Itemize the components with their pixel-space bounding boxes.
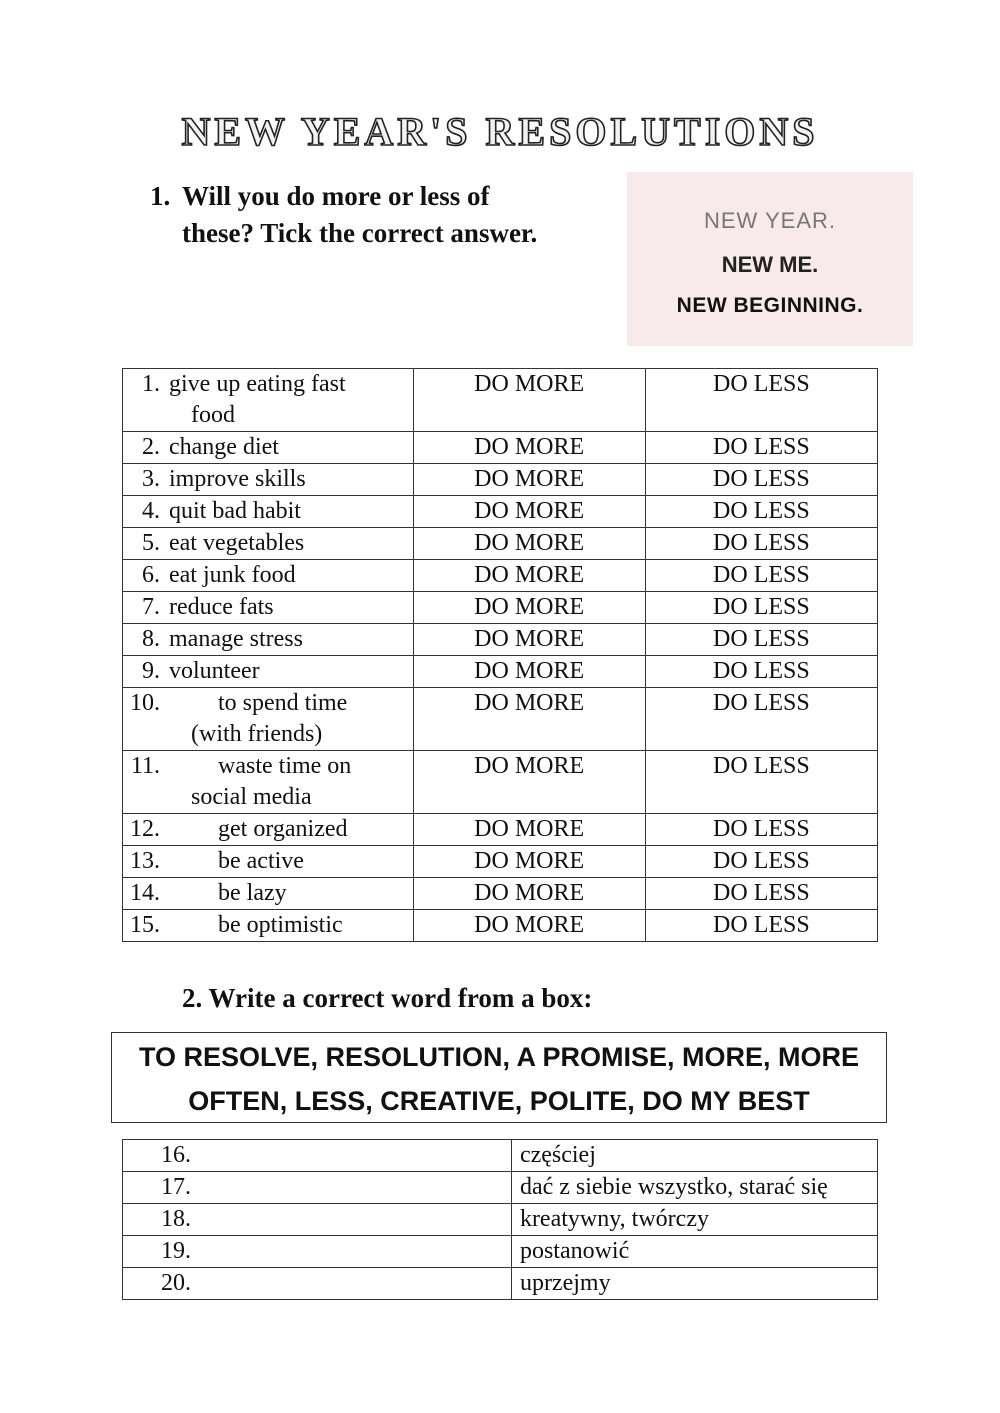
item-number: 3. <box>142 466 160 492</box>
do-more-option[interactable]: DO MORE <box>413 432 645 464</box>
do-less-option[interactable]: DO LESS <box>645 624 877 656</box>
polish-word-cell: uprzejmy <box>511 1268 877 1300</box>
do-less-option[interactable]: DO LESS <box>645 464 877 496</box>
item-number: 13. <box>130 848 160 874</box>
answer-cell[interactable]: 20. <box>123 1268 512 1300</box>
do-less-option[interactable]: DO LESS <box>645 560 877 592</box>
table-row <box>123 464 878 496</box>
item-number: 14. <box>130 880 160 906</box>
activity-cell <box>123 592 414 624</box>
do-more-option[interactable]: DO MORE <box>413 910 645 942</box>
table-row <box>123 910 878 942</box>
activity-text: quit bad habit <box>169 498 301 524</box>
new-year-image <box>627 172 913 346</box>
exercise-2-heading: 2. Write a correct word from a box: <box>182 983 593 1013</box>
word-box-line2: OFTEN, LESS, CREATIVE, POLITE, DO MY BEST <box>188 1086 810 1116</box>
activity-cell <box>123 656 414 688</box>
activity-text: give up eating fast <box>169 371 346 397</box>
item-number: 5. <box>142 530 160 556</box>
activity-cell <box>123 624 414 656</box>
do-less-option[interactable]: DO LESS <box>645 814 877 846</box>
do-less-option[interactable]: DO LESS <box>645 592 877 624</box>
polish-word-cell: postanowić <box>511 1236 877 1268</box>
do-less-option[interactable]: DO LESS <box>645 910 877 942</box>
table-row <box>123 1172 878 1204</box>
activity-cell <box>123 814 414 846</box>
promo-line-1: NEW YEAR. <box>703 208 837 233</box>
item-number: 6. <box>142 562 160 588</box>
activity-text: eat junk food <box>169 562 296 588</box>
do-more-option[interactable]: DO MORE <box>413 814 645 846</box>
table-row <box>123 592 878 624</box>
activity-cell <box>123 369 414 432</box>
do-more-option[interactable]: DO MORE <box>413 878 645 910</box>
answer-cell[interactable]: 19. <box>123 1236 512 1268</box>
activity-text: manage stress <box>169 626 303 652</box>
activity-cell <box>123 688 414 751</box>
do-less-option[interactable]: DO LESS <box>645 528 877 560</box>
do-more-option[interactable]: DO MORE <box>413 846 645 878</box>
answer-cell[interactable]: 18. <box>123 1204 512 1236</box>
item-number: 4. <box>142 498 160 524</box>
item-number: 9. <box>142 658 160 684</box>
activity-cell <box>123 560 414 592</box>
item-number: 15. <box>130 912 160 938</box>
do-more-option[interactable]: DO MORE <box>413 688 645 751</box>
table-row <box>123 1204 878 1236</box>
item-number: 12. <box>130 816 160 842</box>
item-number: 7. <box>142 594 160 620</box>
activity-text: reduce fats <box>169 594 274 620</box>
do-more-option[interactable]: DO MORE <box>413 464 645 496</box>
do-more-option[interactable]: DO MORE <box>413 528 645 560</box>
activity-cell <box>123 432 414 464</box>
activity-text-continued: social media <box>191 784 312 810</box>
table-row <box>123 528 878 560</box>
answer-cell[interactable]: 17. <box>123 1172 512 1204</box>
item-number: 2. <box>142 434 160 460</box>
activity-cell <box>123 464 414 496</box>
polish-word-cell: częściej <box>511 1140 877 1172</box>
table-row <box>123 814 878 846</box>
polish-word-cell: kreatywny, twórczy <box>511 1204 877 1236</box>
table-row <box>123 432 878 464</box>
polish-word-cell: dać z siebie wszystko, starać się <box>511 1172 877 1204</box>
table-row <box>123 751 878 814</box>
do-less-option[interactable]: DO LESS <box>645 656 877 688</box>
answer-cell[interactable]: 16. <box>123 1140 512 1172</box>
do-less-option[interactable]: DO LESS <box>645 846 877 878</box>
table-row <box>123 688 878 751</box>
table-row <box>123 1140 878 1172</box>
promo-line-3: NEW BEGINNING. <box>676 294 864 317</box>
item-number: 11. <box>130 753 160 779</box>
table-row <box>123 560 878 592</box>
activity-text: eat vegetables <box>169 530 305 556</box>
activity-text-continued: food <box>191 402 235 428</box>
activity-cell <box>123 878 414 910</box>
activity-text: volunteer <box>169 658 260 684</box>
activity-cell <box>123 496 414 528</box>
do-more-option[interactable]: DO MORE <box>413 592 645 624</box>
promo-line-2: NEW ME. <box>721 252 819 277</box>
activity-cell <box>123 528 414 560</box>
activity-text: change diet <box>169 434 279 460</box>
activity-cell <box>123 846 414 878</box>
word-box <box>111 1032 887 1123</box>
activity-cell <box>123 910 414 942</box>
exercise-1-number: 1. <box>150 181 171 211</box>
activity-text: get organized <box>218 816 348 842</box>
activity-text-continued: (with friends) <box>191 721 323 747</box>
activity-text: be active <box>218 848 304 874</box>
do-less-option[interactable]: DO LESS <box>645 688 877 751</box>
table-row <box>123 624 878 656</box>
do-less-option[interactable]: DO LESS <box>645 751 877 814</box>
activity-text: be lazy <box>218 880 287 906</box>
do-more-option[interactable]: DO MORE <box>413 496 645 528</box>
item-number: 1. <box>142 371 160 397</box>
resolutions-table <box>122 368 878 942</box>
word-box-line1: TO RESOLVE, RESOLUTION, A PROMISE, MORE, MORE <box>138 1042 860 1072</box>
activity-text: improve skills <box>169 466 306 492</box>
item-number: 10. <box>130 690 160 716</box>
activity-text: be optimistic <box>218 912 343 938</box>
activity-text: waste time on <box>218 753 352 779</box>
do-less-option[interactable]: DO LESS <box>645 496 877 528</box>
table-row <box>123 1268 878 1300</box>
table-row <box>123 878 878 910</box>
exercise-1-line1: Will you do more or less of <box>182 181 490 211</box>
do-more-option[interactable]: DO MORE <box>413 369 645 432</box>
activity-text: to spend time <box>218 690 348 716</box>
translation-table <box>122 1139 878 1300</box>
table-row <box>123 496 878 528</box>
activity-cell <box>123 751 414 814</box>
do-less-option[interactable]: DO LESS <box>645 878 877 910</box>
table-row <box>123 656 878 688</box>
table-row <box>123 846 878 878</box>
do-less-option[interactable]: DO LESS <box>645 432 877 464</box>
exercise-1-line2: these? Tick the correct answer. <box>182 218 538 248</box>
do-less-option[interactable]: DO LESS <box>645 369 877 432</box>
do-more-option[interactable]: DO MORE <box>413 624 645 656</box>
item-number: 8. <box>142 626 160 652</box>
table-row <box>123 1236 878 1268</box>
worksheet-title: NEW YEAR'S RESOLUTIONS <box>181 109 819 154</box>
exercise-1-instructions <box>150 178 537 252</box>
do-more-option[interactable]: DO MORE <box>413 656 645 688</box>
do-more-option[interactable]: DO MORE <box>413 560 645 592</box>
table-row <box>123 369 878 432</box>
do-more-option[interactable]: DO MORE <box>413 751 645 814</box>
